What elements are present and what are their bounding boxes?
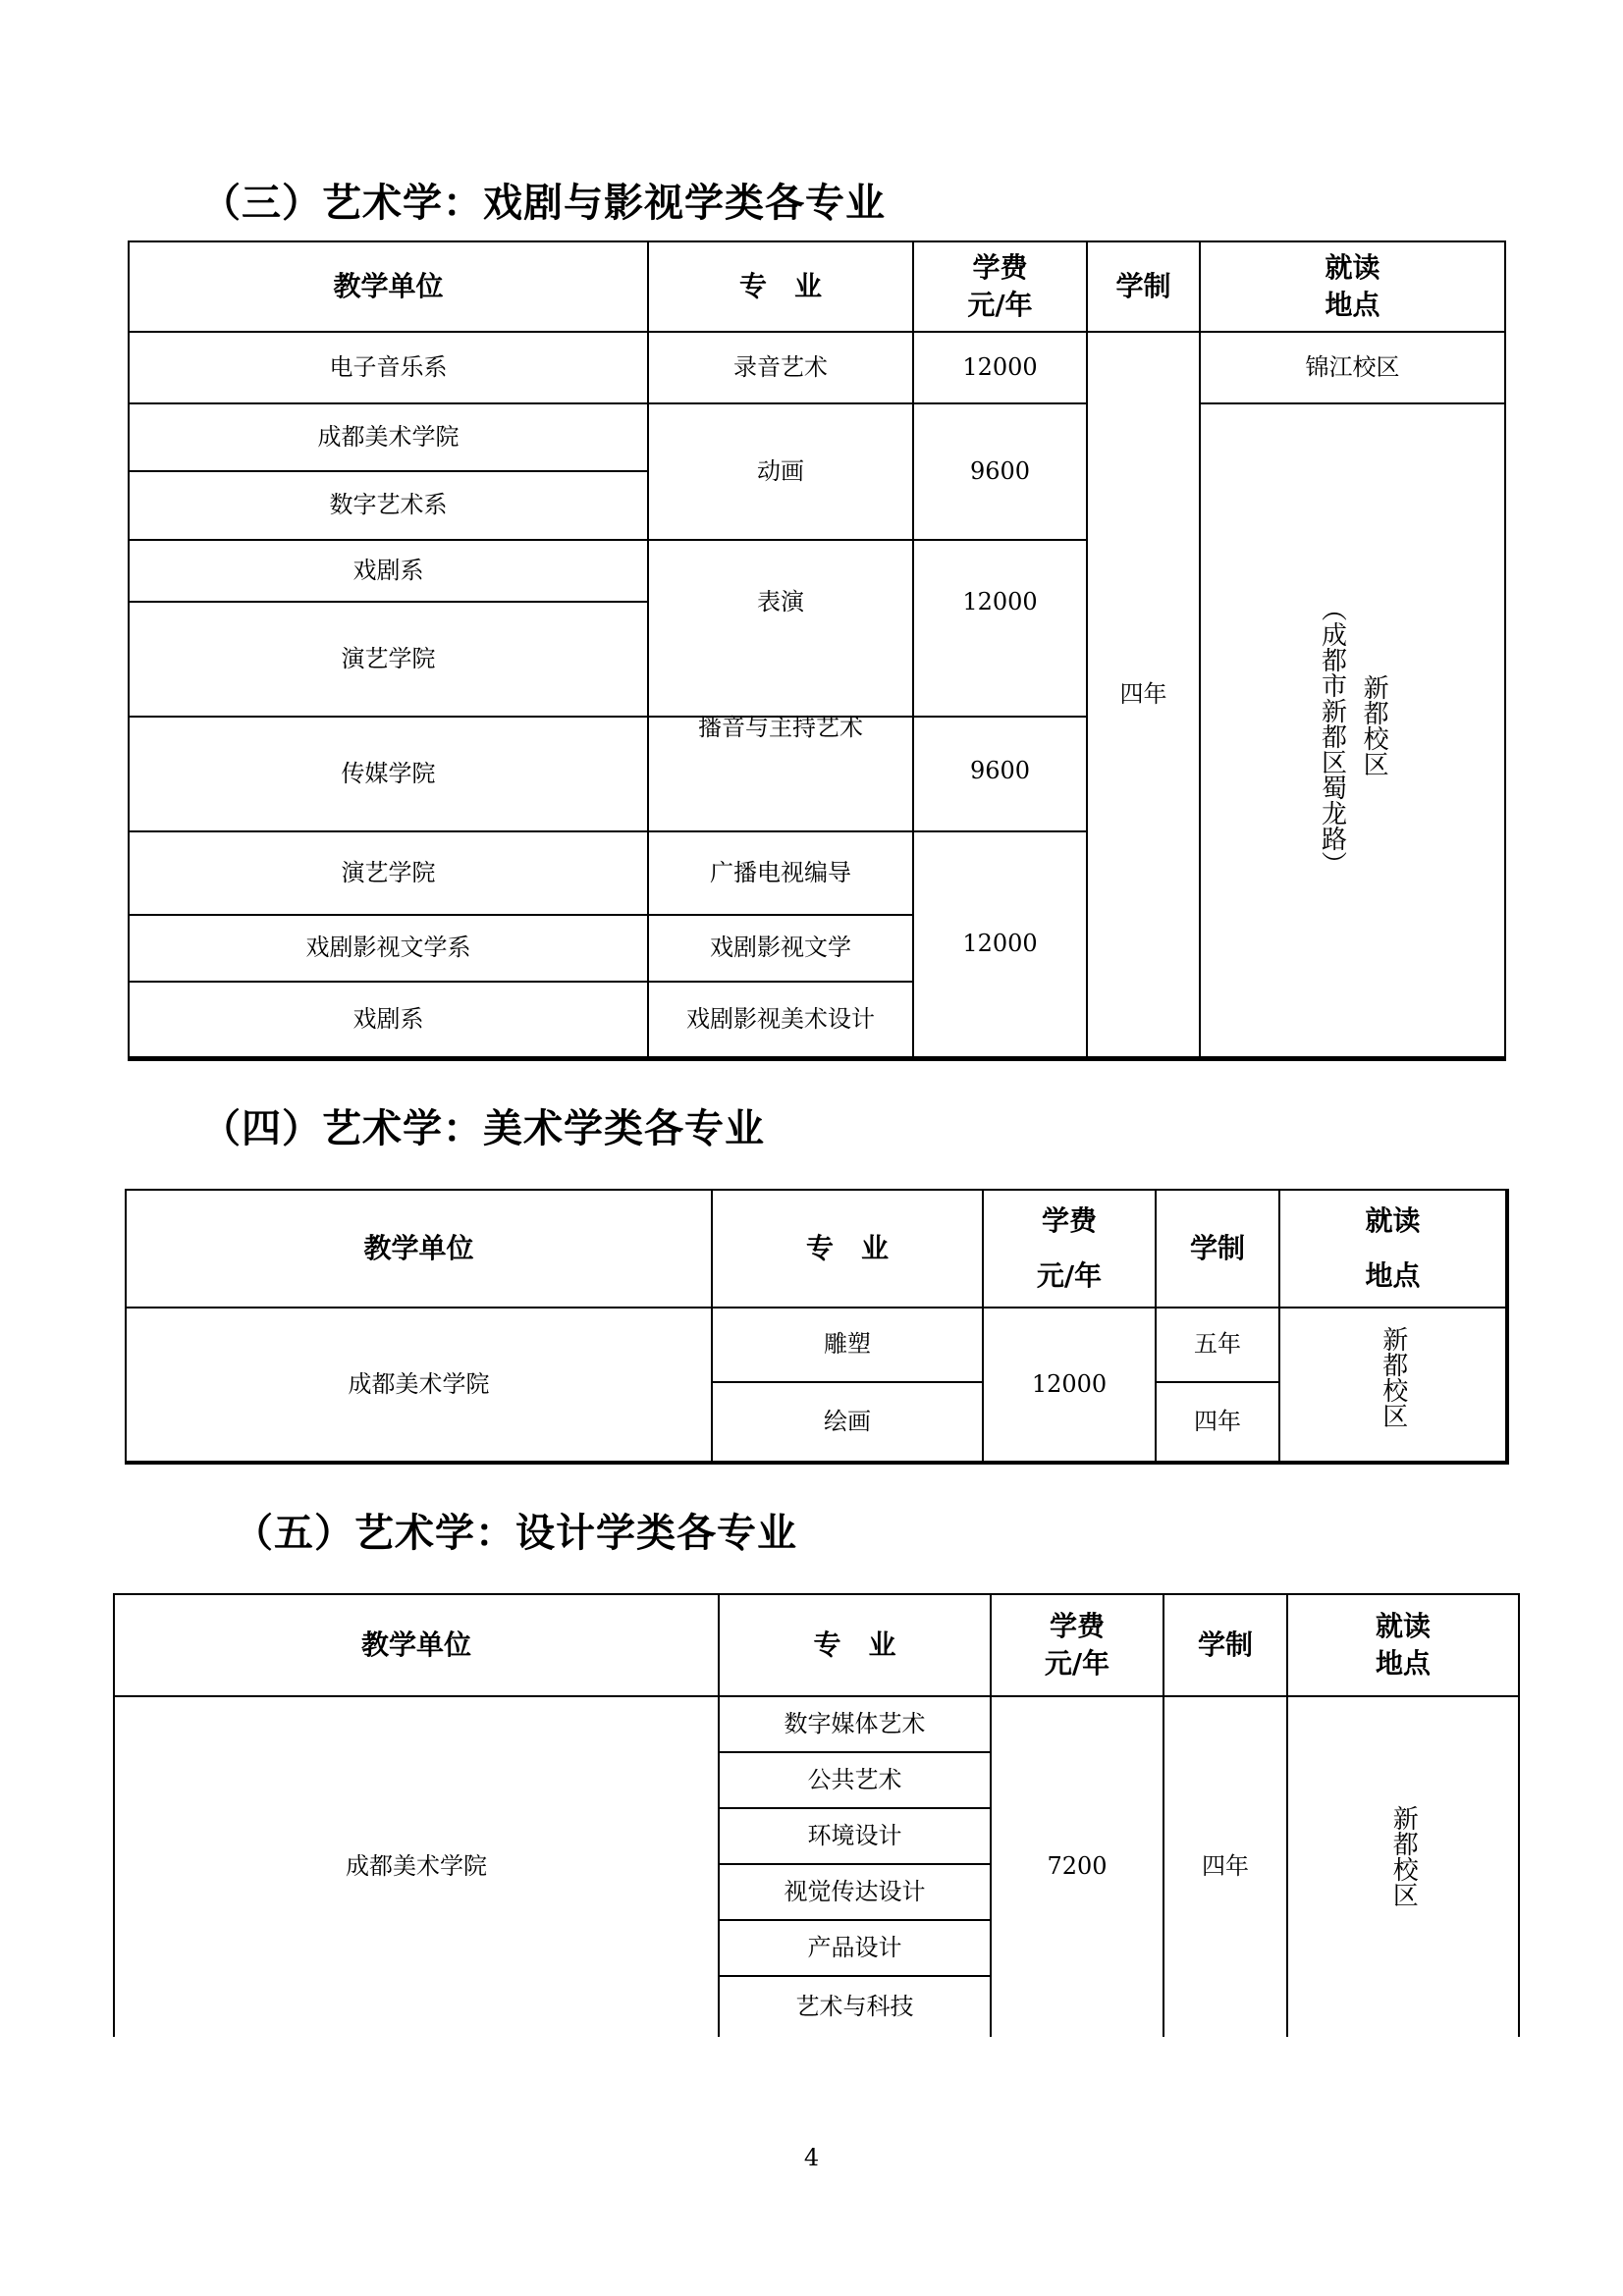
major-cell: 录音艺术 [649,333,912,402]
header-location [1201,242,1504,331]
major-cell: 艺术与科技 [720,1977,990,2037]
location-cell [1288,1697,1518,2037]
header-unit: 教学单位 [130,242,647,331]
fee-cell: 12000 [984,1308,1155,1461]
unit-cell: 成都美术学院 [130,404,647,470]
unit-cell: 传媒学院 [130,718,647,830]
unit-cell: 演艺学院 [130,603,647,716]
header-location-top: 就读 [1365,1204,1421,1237]
header-duration: 学制 [1157,1191,1278,1307]
section-5-title: （五）艺术学：设计学类各专业 [234,1511,797,1556]
header-major: 专 业 [713,1191,982,1307]
major-cell: 动画 [649,404,912,539]
section-4-title: （四）艺术学：美术学类各专业 [201,1106,765,1151]
header-fee [984,1191,1155,1307]
duration-cell: 四年 [1157,1383,1278,1461]
header-fee [914,242,1086,331]
duration-cell: 五年 [1157,1308,1278,1381]
duration-cell: 四年 [1164,1697,1286,2037]
unit-cell: 戏剧系 [130,983,647,1056]
location-note: （成都市新都区蜀龙路） [1317,596,1347,877]
header-major: 专 业 [649,242,912,331]
header-duration: 学制 [1164,1595,1286,1695]
header-fee-top: 学费 [1049,1610,1105,1643]
header-location-bottom: 地点 [1365,1259,1421,1292]
header-unit: 教学单位 [127,1191,711,1307]
table-fine-arts [125,1189,1509,1465]
major-cell: 环境设计 [720,1809,990,1863]
major-cell: 绘画 [713,1383,982,1461]
unit-cell: 演艺学院 [130,832,647,914]
location-vertical [1318,596,1387,877]
location-vertical: 新都校区 [1388,1805,1419,1907]
header-fee-bottom: 元/年 [1044,1647,1110,1680]
table-design [113,1593,1520,2037]
major-cell: 广播电视编导 [649,832,912,914]
major-cell: 雕塑 [713,1308,982,1381]
header-fee-bottom: 元/年 [967,289,1033,321]
unit-cell: 数字艺术系 [130,472,647,539]
table-drama-film [128,240,1506,1061]
fee-label: 9600 [969,756,1031,784]
header-location-bottom: 地点 [1325,289,1380,321]
unit-cell: 成都美术学院 [115,1697,718,2037]
major-cell: 产品设计 [720,1921,990,1975]
location-vertical: 新都校区 [1378,1326,1408,1428]
major-cell: 戏剧影视美术设计 [649,983,912,1056]
major-cell: 戏剧影视文学 [649,916,912,981]
major-cell: 表演 [649,541,912,716]
header-major: 专 业 [720,1595,990,1695]
header-fee [992,1595,1163,1695]
unit-cell: 戏剧影视文学系 [130,916,647,981]
fee-cell: 9600 [914,404,1086,539]
major-cell: 视觉传达设计 [720,1865,990,1919]
fee-cell: 12000 [914,333,1086,402]
header-location [1288,1595,1518,1695]
unit-cell: 戏剧系 [130,541,647,601]
header-duration: 学制 [1088,242,1199,331]
page-number: 4 [803,2144,820,2171]
major-cell [649,714,912,830]
header-location-top: 就读 [1325,251,1380,285]
unit-cell: 电子音乐系 [130,333,647,402]
fee-cell: 7200 [992,1697,1163,2037]
location-cell [1201,404,1504,1056]
unit-cell: 成都美术学院 [127,1308,711,1461]
header-fee-top: 学费 [972,251,1028,285]
header-location [1280,1191,1505,1307]
location-cell [1280,1308,1505,1461]
fee-cell: 12000 [914,832,1086,1056]
header-unit: 教学单位 [115,1595,718,1695]
fee-cell: 12000 [914,541,1086,716]
header-fee-bottom: 元/年 [1036,1259,1103,1292]
location-cell: 锦江校区 [1201,333,1504,402]
header-fee-top: 学费 [1041,1204,1097,1237]
fee-cell [914,718,1086,830]
duration-cell: 四年 [1088,333,1199,1056]
major-cell: 公共艺术 [720,1753,990,1807]
major-cell: 数字媒体艺术 [720,1697,990,1751]
location-main: 新都校区 [1359,674,1389,776]
section-3-title: （三）艺术学：戏剧与影视学类各专业 [201,181,886,226]
major-label: 播音与主持艺术 [698,714,863,741]
header-location-bottom: 地点 [1375,1647,1431,1680]
header-location-top: 就读 [1375,1610,1431,1643]
